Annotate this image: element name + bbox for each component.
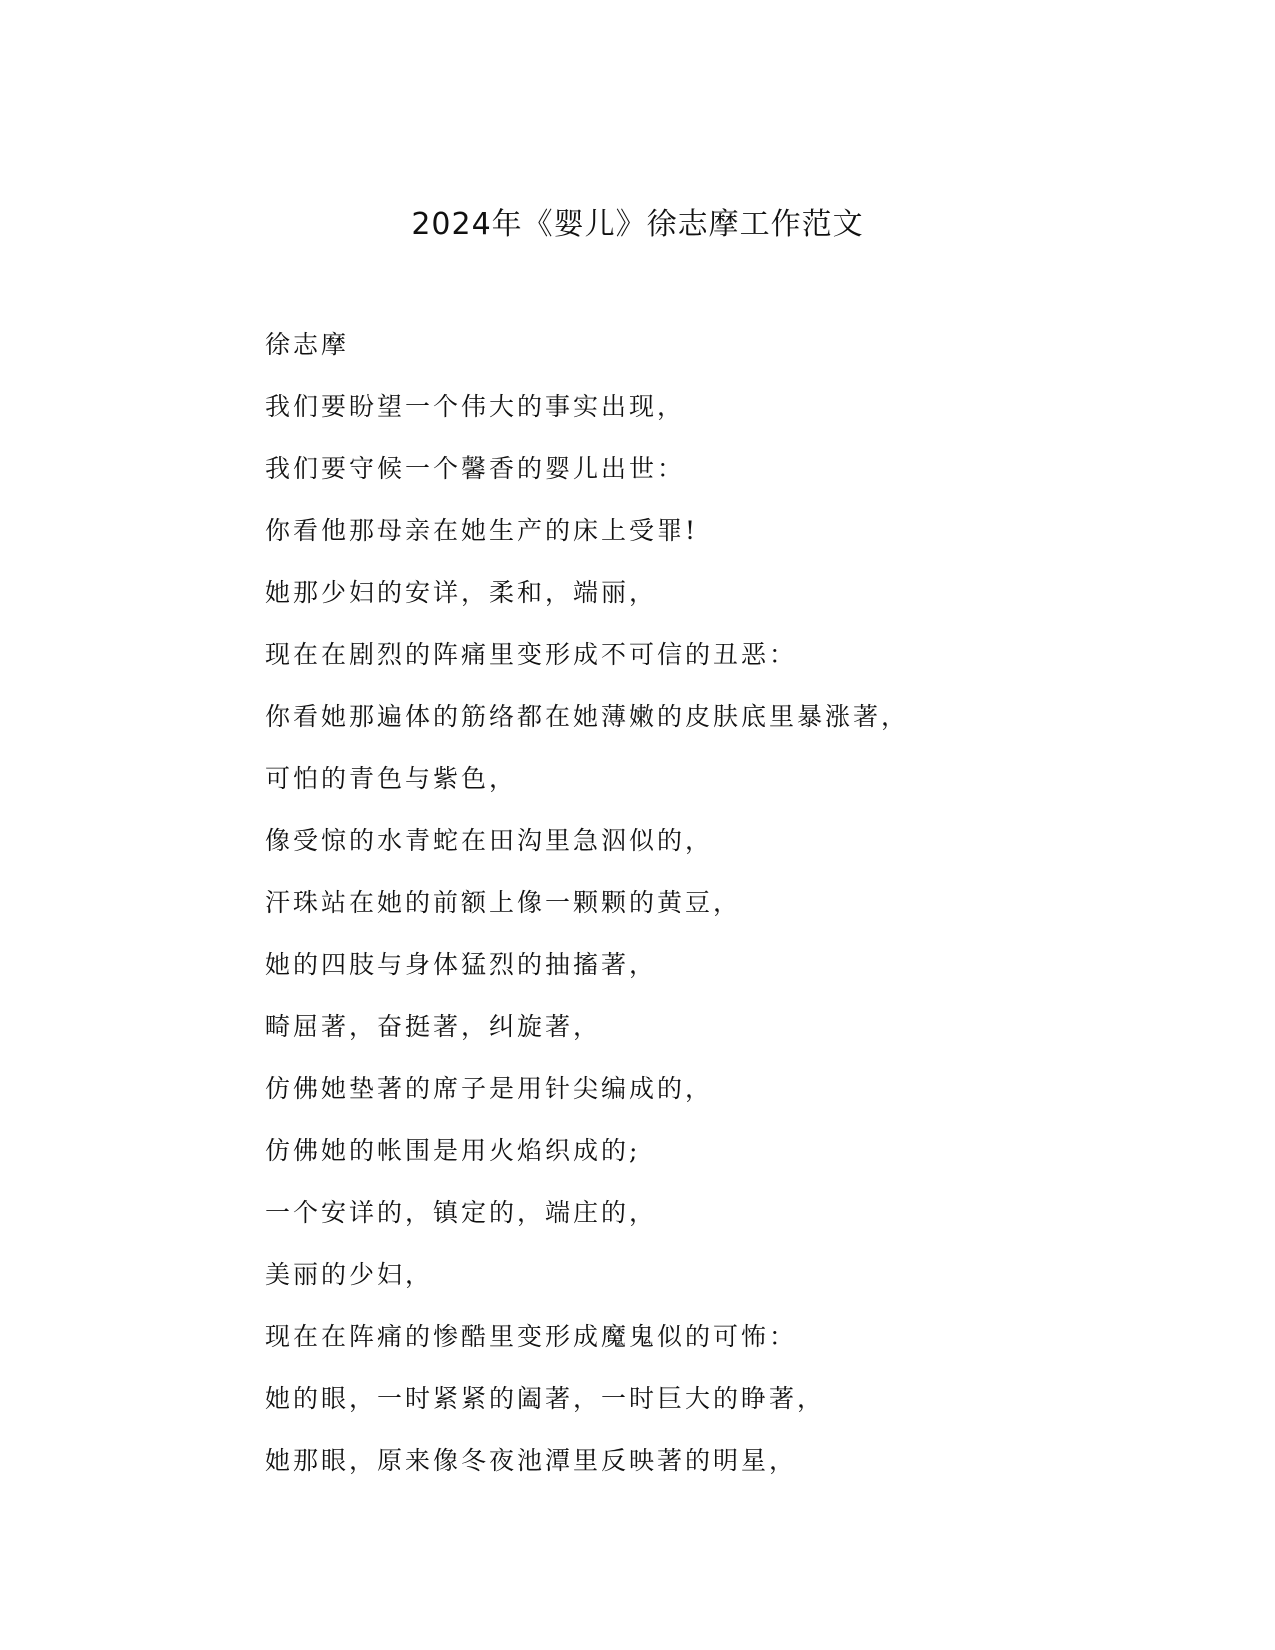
poem-line: 你看她那遍体的筋络都在她薄嫩的皮肤底里暴涨著， (265, 702, 910, 731)
poem-line: 她的四肢与身体猛烈的抽搐著， (265, 950, 658, 979)
poem-line: 畸屈著，奋挺著，纠旋著， (265, 1012, 602, 1041)
poem-line: 美丽的少妇， (265, 1260, 434, 1289)
poem-line: 汗珠站在她的前额上像一颗颗的黄豆， (265, 888, 742, 917)
document-body (265, 326, 1025, 1504)
poem-line: 我们要守候一个馨香的婴儿出世： (265, 454, 686, 483)
poem-line: 你看他那母亲在她生产的床上受罪! (265, 516, 699, 545)
poem-line: 仿佛她的帐围是用火焰织成的; (265, 1136, 641, 1165)
poem-line: 可怕的青色与紫色， (265, 764, 518, 793)
author-line: 徐志摩 (265, 330, 350, 359)
poem-line: 她那少妇的安详，柔和，端丽， (265, 578, 658, 607)
poem-line: 仿佛她垫著的席子是用针尖编成的， (265, 1074, 714, 1103)
poem-line: 她的眼，一时紧紧的阖著，一时巨大的睁著， (265, 1384, 826, 1413)
poem-line: 像受惊的水青蛇在田沟里急泅似的， (265, 826, 714, 855)
poem-line: 我们要盼望一个伟大的事实出现， (265, 392, 686, 421)
document-title: 2024年《婴儿》徐志摩工作范文 (411, 207, 864, 242)
poem-line: 现在在阵痛的惨酷里变形成魔鬼似的可怖： (265, 1322, 798, 1351)
poem-line: 她那眼，原来像冬夜池潭里反映著的明星， (265, 1446, 798, 1475)
poem-line: 现在在剧烈的阵痛里变形成不可信的丑恶： (265, 640, 798, 669)
poem-line: 一个安详的，镇定的，端庄的， (265, 1198, 658, 1227)
